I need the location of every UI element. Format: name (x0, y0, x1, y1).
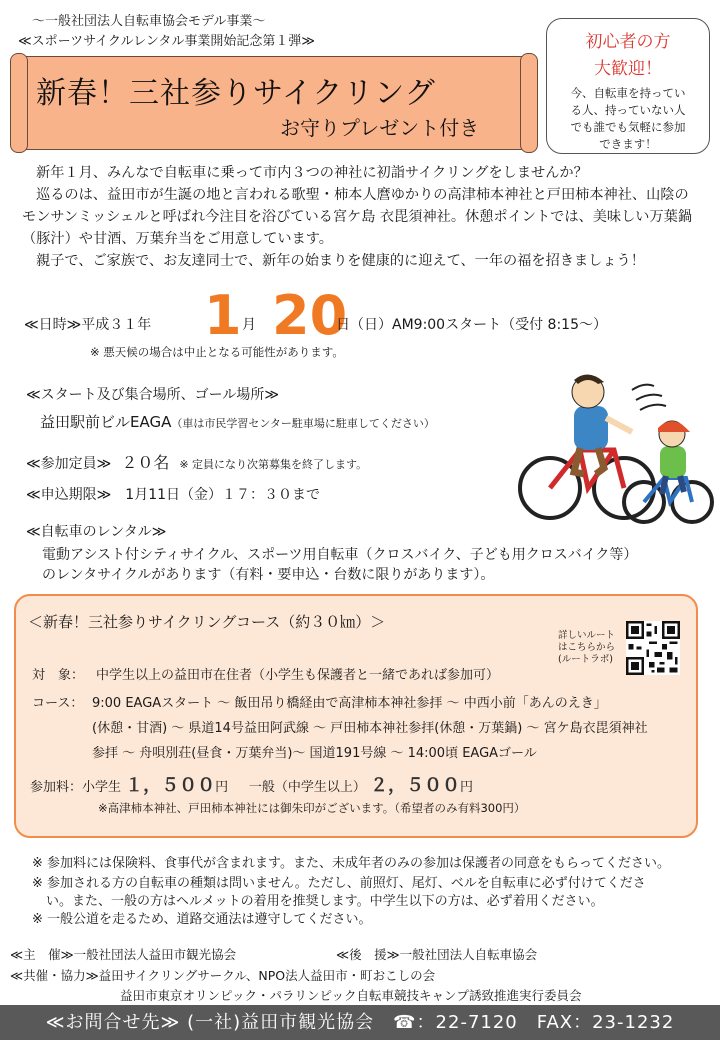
welcome-body (547, 85, 709, 153)
start-label: ≪スタート及び集合場所、ゴール場所≫ (26, 387, 280, 403)
venue (40, 411, 435, 432)
qr-note-line: 詳しいルート (558, 630, 616, 641)
course-line: 参拝 〜 舟唄別荘(昼食・万葉弁当)〜 国道191号線 〜 14:00頃 EAGAゴール (92, 746, 537, 761)
note: ※ 参加される方の自転車の種類は問いません。ただし、前照灯、尾灯、ベルを自転車に必ず付けてくださ (32, 876, 646, 891)
page-title: 新春！三社参りサイクリング (36, 76, 436, 111)
page-subtitle: お守りプレゼント付き (280, 116, 480, 140)
fee-child-label: 小学生 (82, 780, 122, 795)
course-line: 9:00 EAGAスタート 〜 飯田吊り橋経由で高津柿本神社参拝 〜 中西小前「あんのえき」 (92, 696, 607, 711)
intro-paragraph: 新年１月、みんなで自転車に乗って市内３つの神社に初詣サイクリングをしませんか？ (36, 165, 588, 181)
rental-label: ≪自転車のレンタル≫ (26, 524, 167, 540)
qr-note-line: (ルートラボ) (558, 654, 613, 665)
rental-text-2: のレンタサイクルがあります（有料・要申込・台数に限りがあります）。 (42, 567, 495, 583)
welcome-line: できます！ (599, 137, 657, 151)
qr-code[interactable] (626, 621, 680, 675)
rain-note: ※ 悪天候の場合は中止となる可能性があります。 (90, 345, 344, 359)
fee-label: 参加料： (30, 780, 83, 795)
fee-yen: 円 (215, 780, 229, 795)
note: ※ 参加料には保険料、食事代が含まれます。また、未成年者のみの参加は保護者の同意をもらってください。 (32, 856, 670, 871)
course-label: コース： (32, 696, 84, 711)
course-title: ＜新春！三社参りサイクリングコース（約３０㎞）＞ (28, 613, 386, 631)
header-line-1: 〜一般社団法人自転車協会モデル事業〜 (32, 14, 266, 29)
organizer-host: ≪主 催≫一般社団法人益田市観光協会 (10, 947, 237, 962)
date-month-unit: 月 (242, 317, 256, 333)
capacity-label: ≪参加定員≫ (26, 456, 112, 472)
welcome-line: でも誰でも気軽に参加 (570, 120, 686, 134)
intro-text (22, 162, 702, 272)
scroll-curl-right (520, 53, 538, 153)
target-label: 対 象： (32, 668, 85, 683)
qr-note (558, 630, 615, 666)
welcome-heading-2: 大歓迎！ (594, 59, 662, 79)
cyclists-illustration (514, 370, 714, 526)
note: ※ 一般公道を走るため、道路交通法は遵守してください。 (32, 912, 372, 927)
venue-name: 益田駅前ビルEAGA (40, 413, 172, 431)
header-line-2: ≪スポーツサイクルレンタル事業開始記念第１弾≫ (18, 34, 315, 49)
note: い。また、一般の方はヘルメットの着用を推奨します。中学生以下の方は、必ず着用ください。 (46, 894, 604, 909)
deadline: ≪申込期限≫ 1月11日（金）１７：３０まで (26, 487, 321, 503)
course-line: (休憩・甘酒) 〜 県道14号益田阿武線 〜 戸田柿本神社参拝(休憩・万葉鍋) 〜 宮ケ島衣毘須神社 (92, 721, 648, 736)
intro-paragraph: 巡るのは、益田市が生誕の地と言われる歌聖・柿本人麿ゆかりの高津柿本神社と戸田柿本神社、山陰のモンサンミッシェルと呼ばれ今注目を浴びている宮ケ島 衣毘須神社。休憩ポイントでは、美味しい万葉鍋（豚汁）や甘酒、万葉弁当をご用意しています。 (22, 187, 693, 247)
welcome-heading-1: 初心者の方 (585, 32, 671, 52)
fee (30, 771, 473, 797)
event-date (24, 284, 714, 350)
date-day: 20 (272, 284, 348, 347)
beginner-welcome-box (546, 18, 710, 154)
venue-note: （車は市民学習センター駐車場に駐車してください） (171, 417, 435, 430)
qr-note-line: はこちらから (558, 642, 616, 653)
organizer-coop-2: 益田市東京オリンピック・パラリンピック自転車競技キャンプ誘致推進実行委員会 (120, 988, 582, 1003)
welcome-line: る人、持っていない人 (570, 103, 686, 117)
capacity (26, 450, 367, 473)
rental-text-1: 電動アシスト付シティサイクル、スポーツ用自転車（クロスバイク、子ども用クロスバイク等） (42, 547, 638, 563)
organizer-coop: ≪共催・協力≫益田サイクリングサークル、NPO法人益田市・町おこしの会 (10, 968, 436, 983)
intro-paragraph: 親子で、ご家族で、お友達同士で、新年の始まりを健康的に迎えて、一年の福を招きましょう！ (36, 253, 645, 269)
date-month: 1 (204, 284, 242, 347)
fee-yen: 円 (460, 780, 474, 795)
organizer-support: ≪後 援≫一般社団法人自転車協会 (336, 947, 538, 962)
date-label: ≪日時≫平成３１年 (24, 317, 152, 333)
target-value: 中学生以上の益田市在住者（小学生も保護者と一緒であれば参加可） (96, 668, 500, 683)
scroll-curl-left (10, 53, 28, 153)
fee-note: ※高津柿本神社、戸田柿本神社には御朱印がございます。（希望者のみ有料300円） (98, 801, 526, 815)
capacity-note: ※ 定員になり次第募集を終了します。 (179, 458, 368, 471)
fee-child-value: １，５００ (125, 775, 216, 796)
fee-adult-value: ２，５００ (370, 775, 461, 796)
date-time: 日（日）AM9:00スタート（受付 8:15〜） (336, 317, 607, 333)
contact-footer: ≪お問合せ先≫ (一社)益田市観光協会 ☎：22-7120 FAX：23-1232 (0, 1005, 720, 1040)
welcome-line: 今、自転車を持ってい (570, 86, 686, 100)
fee-adult-label: 一般（中学生以上） (248, 780, 366, 795)
capacity-value: ２０名 (121, 453, 170, 472)
